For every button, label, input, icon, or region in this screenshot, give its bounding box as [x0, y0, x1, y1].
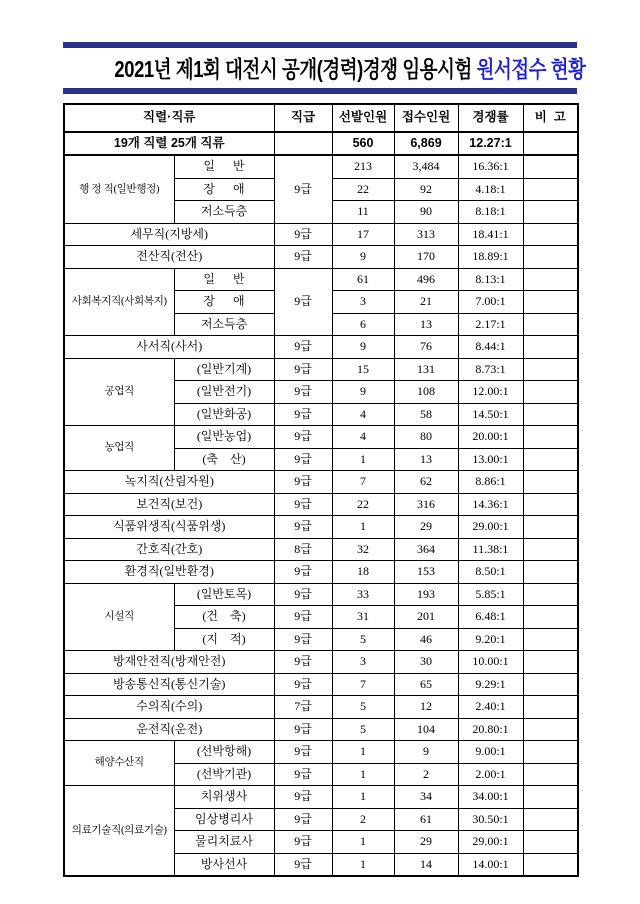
cell-applied: 76 — [394, 336, 458, 359]
col-header-selected: 선발인원 — [332, 104, 394, 132]
cell-ratio: 14.00:1 — [458, 853, 523, 876]
cell-note — [523, 651, 578, 674]
cell-rank: 9급 — [274, 268, 332, 336]
cell-series: 전산직(전산) — [64, 246, 274, 269]
title-bar-bottom — [63, 88, 577, 94]
cell-ratio: 8.86:1 — [458, 471, 523, 494]
cell-series: 시설직 — [64, 583, 174, 651]
cell-selected: 32 — [332, 538, 394, 561]
cell-note — [523, 336, 578, 359]
cell-applied: 12 — [394, 696, 458, 719]
cell-note — [523, 426, 578, 449]
cell-class: (건 축) — [174, 606, 274, 629]
cell-ratio: 11.38:1 — [458, 538, 523, 561]
document-page — [63, 0, 586, 877]
cell-series: 사회복지직(사회복지) — [64, 268, 174, 336]
cell-selected: 1 — [332, 448, 394, 471]
cell-rank: 9급 — [274, 448, 332, 471]
col-header-series: 직렬·직류 — [64, 104, 274, 132]
cell-note — [523, 853, 578, 876]
col-header-note: 비 고 — [523, 104, 578, 132]
cell-series: 녹지직(산림자원) — [64, 471, 274, 494]
table-row — [64, 651, 578, 674]
cell-class: 일 반 — [174, 268, 274, 291]
cell-note — [523, 561, 578, 584]
cell-ratio: 8.18:1 — [458, 201, 523, 224]
cell-note — [523, 201, 578, 224]
cell-selected: 1 — [332, 763, 394, 786]
cell-rank: 8급 — [274, 538, 332, 561]
cell-note — [523, 628, 578, 651]
cell-series: 공업직 — [64, 358, 174, 426]
cell-rank: 9급 — [274, 246, 332, 269]
cell-applied: 153 — [394, 561, 458, 584]
cell-applied: 14 — [394, 853, 458, 876]
cell-selected: 5 — [332, 696, 394, 719]
cell-ratio: 2.17:1 — [458, 313, 523, 336]
cell-note — [523, 403, 578, 426]
cell-note — [523, 741, 578, 764]
cell-rank: 9급 — [274, 763, 332, 786]
cell-applied: 9 — [394, 741, 458, 764]
cell-applied: 364 — [394, 538, 458, 561]
cell-rank: 9급 — [274, 583, 332, 606]
table-row — [64, 246, 578, 269]
cell-ratio: 10.00:1 — [458, 651, 523, 674]
cell-selected: 1 — [332, 516, 394, 539]
cell-series: 환경직(일반환경) — [64, 561, 274, 584]
col-header-rank: 직급 — [274, 104, 332, 132]
cell-ratio: 18.41:1 — [458, 223, 523, 246]
cell-selected: 1 — [332, 786, 394, 809]
cell-rank: 9급 — [274, 606, 332, 629]
cell-applied: 80 — [394, 426, 458, 449]
cell-series: 식품위생직(식품위생) — [64, 516, 274, 539]
cell-series: 방송통신직(통신기술) — [64, 673, 274, 696]
cell-ratio: 7.00:1 — [458, 291, 523, 314]
cell-ratio: 8.44:1 — [458, 336, 523, 359]
cell-applied: 193 — [394, 583, 458, 606]
cell-rank: 9급 — [274, 561, 332, 584]
cell-note — [523, 291, 578, 314]
cell-class: 저소득층 — [174, 201, 274, 224]
cell-selected: 3 — [332, 651, 394, 674]
table-row — [64, 741, 578, 764]
cell-selected: 5 — [332, 628, 394, 651]
col-header-applied: 접수인원 — [394, 104, 458, 132]
table-row — [64, 471, 578, 494]
cell-note — [523, 178, 578, 201]
cell-selected: 5 — [332, 718, 394, 741]
cell-series: 운전직(운전) — [64, 718, 274, 741]
cell-series: 보건직(보건) — [64, 493, 274, 516]
cell-selected: 9 — [332, 381, 394, 404]
cell-applied: 58 — [394, 403, 458, 426]
cell-class: (일반전기) — [174, 381, 274, 404]
cell-selected: 7 — [332, 471, 394, 494]
title-text-accent: 원서접수 현황 — [476, 56, 586, 82]
cell-note — [523, 313, 578, 336]
cell-selected: 3 — [332, 291, 394, 314]
cell-class: (지 적) — [174, 628, 274, 651]
cell-ratio: 9.20:1 — [458, 628, 523, 651]
cell-ratio: 20.00:1 — [458, 426, 523, 449]
cell-rank: 9급 — [274, 673, 332, 696]
cell-selected: 4 — [332, 426, 394, 449]
cell-class: (일반화공) — [174, 403, 274, 426]
total-rank — [274, 132, 332, 155]
cell-selected: 17 — [332, 223, 394, 246]
cell-note — [523, 786, 578, 809]
cell-series: 세무직(지방세) — [64, 223, 274, 246]
table-row — [64, 358, 578, 381]
cell-note — [523, 831, 578, 854]
cell-applied: 13 — [394, 313, 458, 336]
cell-selected: 7 — [332, 673, 394, 696]
table-row — [64, 155, 578, 178]
cell-rank: 9급 — [274, 808, 332, 831]
cell-series: 의료기술직(의료기술) — [64, 786, 174, 877]
cell-applied: 313 — [394, 223, 458, 246]
cell-rank: 9급 — [274, 223, 332, 246]
cell-series: 해양수산직 — [64, 741, 174, 786]
cell-ratio: 6.48:1 — [458, 606, 523, 629]
cell-rank: 9급 — [274, 155, 332, 223]
cell-rank: 9급 — [274, 516, 332, 539]
cell-applied: 3,484 — [394, 155, 458, 178]
cell-selected: 1 — [332, 741, 394, 764]
cell-note — [523, 763, 578, 786]
cell-selected: 22 — [332, 178, 394, 201]
table-row — [64, 786, 578, 809]
table-row — [64, 718, 578, 741]
cell-note — [523, 155, 578, 178]
cell-note — [523, 493, 578, 516]
document-title — [114, 52, 586, 88]
cell-note — [523, 358, 578, 381]
cell-applied: 46 — [394, 628, 458, 651]
table-row — [64, 561, 578, 584]
cell-rank: 9급 — [274, 853, 332, 876]
total-selected: 560 — [332, 132, 394, 155]
cell-selected: 1 — [332, 831, 394, 854]
cell-applied: 170 — [394, 246, 458, 269]
cell-selected: 33 — [332, 583, 394, 606]
cell-note — [523, 696, 578, 719]
cell-class: (일반토목) — [174, 583, 274, 606]
cell-ratio: 8.50:1 — [458, 561, 523, 584]
table-row — [64, 426, 578, 449]
cell-series: 농업직 — [64, 426, 174, 471]
cell-rank: 9급 — [274, 786, 332, 809]
cell-note — [523, 246, 578, 269]
cell-selected: 6 — [332, 313, 394, 336]
cell-class: 저소득층 — [174, 313, 274, 336]
cell-applied: 92 — [394, 178, 458, 201]
total-ratio: 12.27:1 — [458, 132, 523, 155]
cell-class: (일반기계) — [174, 358, 274, 381]
cell-selected: 11 — [332, 201, 394, 224]
cell-applied: 21 — [394, 291, 458, 314]
cell-applied: 13 — [394, 448, 458, 471]
cell-note — [523, 808, 578, 831]
cell-series: 수의직(수의) — [64, 696, 274, 719]
table-row — [64, 493, 578, 516]
cell-ratio: 30.50:1 — [458, 808, 523, 831]
col-header-ratio: 경쟁률 — [458, 104, 523, 132]
table-row — [64, 223, 578, 246]
table-row — [64, 583, 578, 606]
cell-rank: 9급 — [274, 493, 332, 516]
table-row — [64, 673, 578, 696]
table-row — [64, 696, 578, 719]
cell-ratio: 16.36:1 — [458, 155, 523, 178]
cell-ratio: 5.85:1 — [458, 583, 523, 606]
cell-ratio: 4.18:1 — [458, 178, 523, 201]
cell-ratio: 9.00:1 — [458, 741, 523, 764]
cell-ratio: 20.80:1 — [458, 718, 523, 741]
cell-class: 방사선사 — [174, 853, 274, 876]
cell-applied: 2 — [394, 763, 458, 786]
cell-selected: 22 — [332, 493, 394, 516]
cell-note — [523, 718, 578, 741]
cell-note — [523, 471, 578, 494]
cell-applied: 29 — [394, 831, 458, 854]
cell-rank: 9급 — [274, 426, 332, 449]
cell-series: 사서직(사서) — [64, 336, 274, 359]
cell-note — [523, 223, 578, 246]
total-applied: 6,869 — [394, 132, 458, 155]
cell-class: (선박기관) — [174, 763, 274, 786]
cell-selected: 4 — [332, 403, 394, 426]
cell-applied: 201 — [394, 606, 458, 629]
recruitment-table — [63, 103, 579, 877]
cell-class: (일반농업) — [174, 426, 274, 449]
cell-ratio: 8.13:1 — [458, 268, 523, 291]
table-header-row — [64, 104, 578, 132]
cell-applied: 61 — [394, 808, 458, 831]
cell-ratio: 2.40:1 — [458, 696, 523, 719]
cell-selected: 9 — [332, 336, 394, 359]
table-row — [64, 268, 578, 291]
total-label: 19개 직렬 25개 직류 — [64, 132, 274, 155]
cell-applied: 29 — [394, 516, 458, 539]
cell-ratio: 14.50:1 — [458, 403, 523, 426]
cell-selected: 15 — [332, 358, 394, 381]
cell-ratio: 12.00:1 — [458, 381, 523, 404]
cell-selected: 1 — [332, 853, 394, 876]
cell-rank: 9급 — [274, 403, 332, 426]
cell-rank: 9급 — [274, 651, 332, 674]
cell-class: 장 애 — [174, 178, 274, 201]
cell-applied: 108 — [394, 381, 458, 404]
cell-note — [523, 583, 578, 606]
cell-rank: 7급 — [274, 696, 332, 719]
cell-selected: 31 — [332, 606, 394, 629]
cell-series: 간호직(간호) — [64, 538, 274, 561]
table-row — [64, 336, 578, 359]
cell-note — [523, 268, 578, 291]
cell-class: 장 애 — [174, 291, 274, 314]
total-row — [64, 132, 578, 155]
cell-rank: 9급 — [274, 718, 332, 741]
title-bar-top — [63, 42, 577, 48]
cell-rank: 9급 — [274, 831, 332, 854]
cell-applied: 30 — [394, 651, 458, 674]
cell-note — [523, 538, 578, 561]
cell-ratio: 13.00:1 — [458, 448, 523, 471]
cell-applied: 131 — [394, 358, 458, 381]
cell-applied: 34 — [394, 786, 458, 809]
cell-applied: 496 — [394, 268, 458, 291]
cell-class: (선박항해) — [174, 741, 274, 764]
cell-rank: 9급 — [274, 628, 332, 651]
table-row — [64, 516, 578, 539]
cell-class: 임상병리사 — [174, 808, 274, 831]
cell-rank: 9급 — [274, 471, 332, 494]
cell-ratio: 29.00:1 — [458, 831, 523, 854]
table-body — [64, 155, 578, 876]
cell-selected: 2 — [332, 808, 394, 831]
cell-note — [523, 673, 578, 696]
cell-applied: 316 — [394, 493, 458, 516]
cell-rank: 9급 — [274, 381, 332, 404]
cell-series: 방재안전직(방재안전) — [64, 651, 274, 674]
table-row — [64, 538, 578, 561]
cell-applied: 62 — [394, 471, 458, 494]
cell-selected: 18 — [332, 561, 394, 584]
cell-ratio: 14.36:1 — [458, 493, 523, 516]
cell-ratio: 29.00:1 — [458, 516, 523, 539]
cell-class: (축 산) — [174, 448, 274, 471]
title-text-main: 2021년 제1회 대전시 공개(경력)경쟁 임용시험 — [114, 56, 477, 82]
cell-ratio: 2.00:1 — [458, 763, 523, 786]
cell-applied: 90 — [394, 201, 458, 224]
cell-selected: 9 — [332, 246, 394, 269]
cell-applied: 65 — [394, 673, 458, 696]
cell-class: 물리치료사 — [174, 831, 274, 854]
cell-note — [523, 448, 578, 471]
cell-ratio: 34.00:1 — [458, 786, 523, 809]
cell-note — [523, 381, 578, 404]
total-note — [523, 132, 578, 155]
cell-selected: 61 — [332, 268, 394, 291]
cell-applied: 104 — [394, 718, 458, 741]
cell-ratio: 8.73:1 — [458, 358, 523, 381]
cell-note — [523, 606, 578, 629]
cell-rank: 9급 — [274, 336, 332, 359]
cell-class: 치위생사 — [174, 786, 274, 809]
cell-note — [523, 516, 578, 539]
cell-selected: 213 — [332, 155, 394, 178]
cell-ratio: 9.29:1 — [458, 673, 523, 696]
cell-ratio: 18.89:1 — [458, 246, 523, 269]
cell-rank: 9급 — [274, 741, 332, 764]
cell-rank: 9급 — [274, 358, 332, 381]
cell-series: 행 정 직(일반행정) — [64, 155, 174, 223]
cell-class: 일 반 — [174, 155, 274, 178]
